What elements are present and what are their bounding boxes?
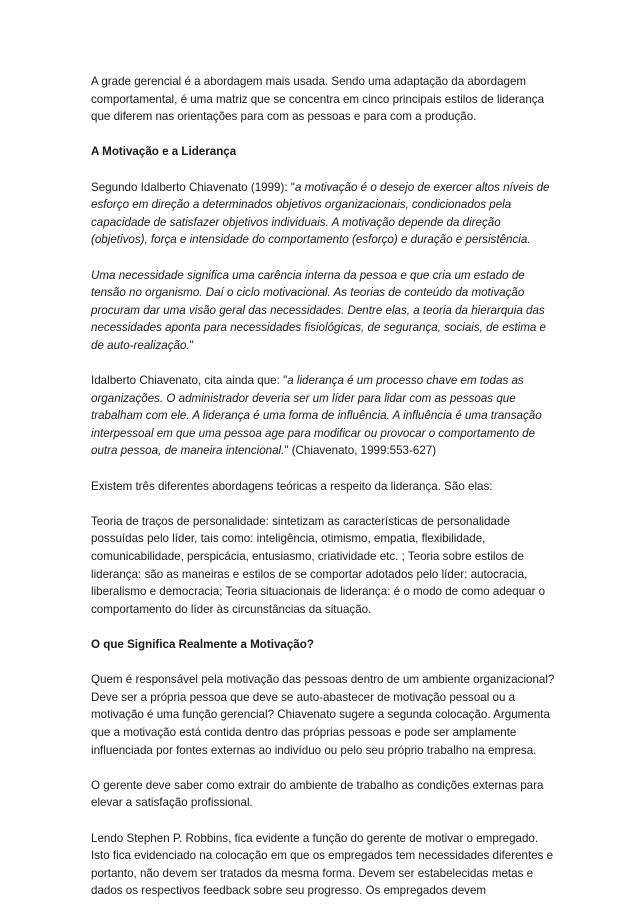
paragraph-chiavenato-lideranca	[91, 372, 559, 460]
heading-significado-motivacao: O que Significa Realmente a Motivação?	[91, 638, 314, 651]
paragraph-chiavenato-motivacao	[91, 179, 559, 249]
paragraph-abordagens: Existem três diferentes abordagens teóricas a respeito da liderança. São elas:	[91, 479, 493, 493]
paragraph-responsavel-motivacao: Quem é responsável pela motivação das pessoas dentro de um ambiente organizacional? Deve ser a própria pessoa que deve se auto-abastecer de motivação pessoal ou a motivação é uma função gerencial? Chiavenato sugere a segunda colocação. Argumenta que a motivação está contida dentro das próprias pessoas e pode ser amplamente influenciada por fontes externas ao indivíduo ou pelo seu próprio trabalho na empresa.	[91, 673, 555, 757]
quote-intro: Segundo Idalberto Chiavenato (1999): "	[91, 180, 295, 194]
quote-intro: Idalberto Chiavenato, cita ainda que: "	[91, 374, 288, 388]
quote-necessidade: Uma necessidade significa uma carência interna da pessoa e que cria um estado de tensão no organismo. Daí o ciclo motivacional. As teorias de conteúdo da motivação procuram dar uma visão geral das necessidades. Dentre elas, a teoria da hierarquia das necessidades aponta para necessidades fisiológicas, de segurança, sociais, de estima e de auto-realização.	[91, 268, 547, 352]
quote-motivacao: a motivação é o desejo de exercer altos níveis de esforço em direção a determinados objetivos organizacionais, condicionados pela capacidade de satisfazer objetivos individuais. A motivação depende da direção (objetivos), força e intensidade do comportamento (esforço) e duração e persistência.	[91, 180, 550, 247]
paragraph-teorias: Teoria de traços de personalidade: sintetizam as características de personalidade possuídas pelo líder, tais como: inteligência, otimismo, empatia, flexibilidade, comunicabilidade, perspicácia, entusiasmo, criatividade etc. ; Teoria sobre estilos de liderança: são as maneiras e estilos de se comportar adotados pelo líder: autocracia, liberalismo e democracia; Teoria situacionais de liderança: é o modo de como adequar o comportamento do líder às circunstâncias da situação.	[91, 514, 546, 616]
heading-motivacao-lideranca: A Motivação e a Liderança	[91, 145, 237, 159]
quote-lideranca: a liderança é um processo chave em todas as organizações. O administrador deveria ser um líder para lidar com as pessoas que trabalham com ele. A liderança é uma forma de influência. A influência é uma transação interpessoal em que uma pessoa age para modificar ou provocar o comportamento de outra pessoa, de maneira intencional.	[91, 374, 542, 458]
paragraph-necessidade	[91, 267, 559, 355]
paragraph-robbins: Lendo Stephen P. Robbins, fica evidente a função do gerente de motivar o empregado. Isto fica evidenciado na colocação em que os empregados tem necessidades diferentes e portanto, não devem ser tratados da mesma forma. Devem ser estabelecidas metas e dados os respectivos feedback sobre seu progresso. Os empregados devem	[91, 831, 554, 898]
quote-end: "	[189, 338, 194, 352]
document-page	[91, 73, 559, 918]
paragraph-gerente: O gerente deve saber como extrair do ambiente de trabalho as condições externas para elevar a satisfação profissional.	[91, 778, 544, 810]
paragraph-grade-gerencial: A grade gerencial é a abordagem mais usada. Sendo uma adaptação da abordagem comportamental, é uma matriz que se concentra em cinco principais estilos de liderança que diferem nas orientações para com as pessoas e para com a produção.	[91, 75, 545, 124]
citation: " (Chiavenato, 1999:553-627)	[284, 444, 437, 458]
